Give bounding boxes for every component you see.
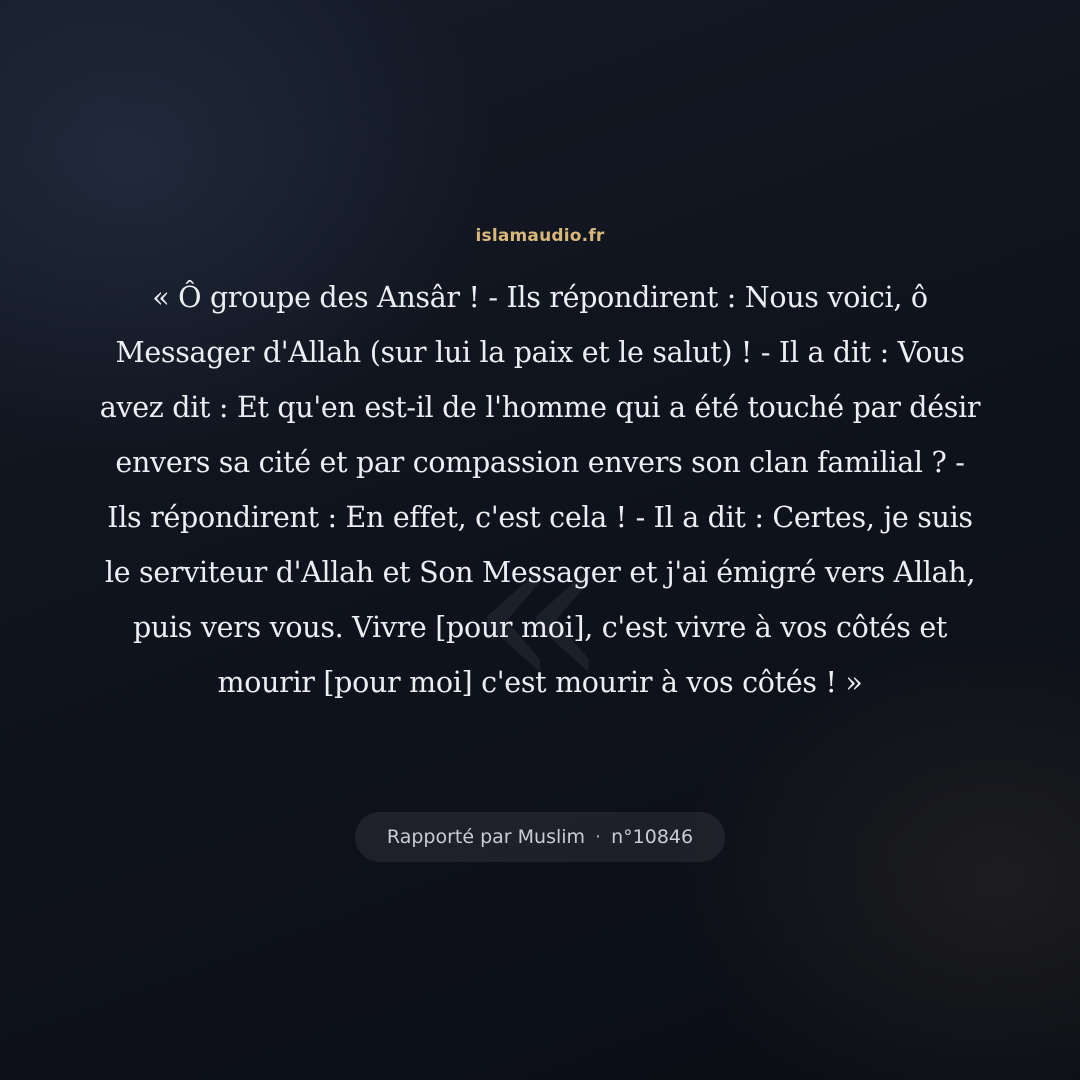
hadith-quote-text: « Ô groupe des Ansâr ! - Ils répondirent : Nous voici, ô Messager d'Allah (sur lui la paix et le salut) ! - Il a dit : Vous avez dit : Et qu'en est-il de l'homme qui a été touché par désir envers sa cité et par compassion envers son clan familial ? - Ils répondirent : En effet, c'est cela ! - Il a dit : Certes, je suis le serviteur d'Allah et Son Messager et j'ai émigré vers Allah, puis vers vous. Vivre [pour moi], c'est vivre à vos côtés et mourir [pour moi] c'est mourir à vos côtés ! » [99,281,981,699]
site-name: islamaudio.fr [475,226,605,246]
source-reporter: Rapporté par Muslim [386,826,586,848]
source-separator: · [595,826,602,848]
source-number: n°10846 [611,826,694,848]
quote-mark-watermark-icon: « [469,476,611,743]
source-badge [355,812,725,862]
